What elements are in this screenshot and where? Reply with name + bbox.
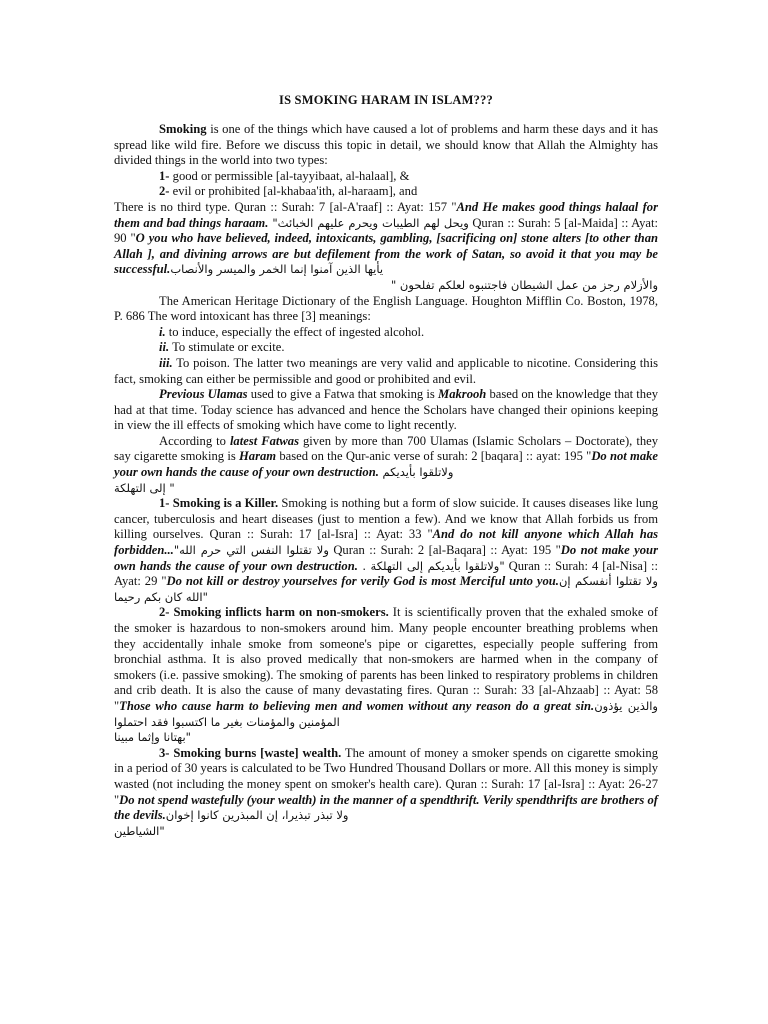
arabic-verse-line: بهتانا وإثما مبينا" <box>114 730 191 745</box>
intro-text: is one of the things which have caused a lot of problems and harm these days and it has spread like wild fire. Before we discuss this topic in detail, we should know that Allah the Almighty has divided things in the world into two types: <box>114 122 658 168</box>
type-item: 2- evil or prohibited [al-khabaa'ith, al-haraam], and <box>159 184 418 199</box>
point-killer-paragraph: 1- Smoking is a Killer. Smoking is nothing but a form of slow suicide. It causes diseases like lung cancer, tuberculosis and heart diseases (just to mention a few). And we know that Allah forbids us from killing ourselves. Quran :: Surah: 17 [al-Isra] :: Ayat: 33 "And do not kill anyone which Allah has forbidden..."ولا تقتلوا النفس التي حرم الله Quran :: Surah: 2 [al-Baqara] :: Ayat: 195 "Do not make your own hands the cause of your own destruction. . ولاتلقوا بأيديكم إلى التهلكة" Quran :: Surah: 4 [al-Nisa] :: Ayat: 29 "Do not kill or destroy yourselves for verily God is most Merciful unto you.ولا تقتلوا أنفسكم إن الله كان بكم رحيما" <box>114 496 659 604</box>
intro-paragraph <box>114 122 658 169</box>
ulamas-paragraph: Previous Ulamas used to give a Fatwa that smoking is Makrooh based on the knowledge that they had at that time. Today science has advanced and hence the Scholars have changed their opinions keeping in view the ill effects of smoking which have come to light recently. <box>114 387 658 433</box>
third-type-paragraph: There is no third type. Quran :: Surah: 7 [al-A'raaf] :: Ayat: 157 "And He makes good things halaal for them and bad things haraam. "ويحل لهم الطيبات ويحرم عليهم الخبائث Quran :: Surah: 5 [al-Maida] :: Ayat: 90 "O you who have believed, indeed, intoxicants, gambling, [sacrificing on] stone alters [to other than Allah ], and divining arrows are but defilement from the work of Satan, so avoid it that you may be successful.يأيها الذين آمنوا إنما الخمر والميسر والأنصاب <box>114 199 658 277</box>
type-item: 1- good or permissible [al-tayyibaat, al-halaal], & <box>159 168 410 183</box>
point-wealth-paragraph: 3- Smoking burns [waste] wealth. The amount of money a smoker spends on cigarette smoking in a period of 30 years is calculated to be Two Hundred Thousand Dollars or more. All this money is simply wasted (not including the money spent on smoker's health care). Quran :: Surah: 17 [al-Isra] :: Ayat: 26-27 "Do not spend wastefully (your wealth) in the manner of a spendthrift. Verily spendthrifts are brothers of the devils.ولا تبذر تبذيرا، إن المبذرين كانوا إخوان <box>114 745 658 823</box>
meaning-item: iii. To poison. The latter two meanings are very valid and applicable to nicotine. Considering this fact, smoking can either be permissible and good or prohibited and evil. <box>114 355 658 386</box>
page-title: IS SMOKING HARAM IN ISLAM??? <box>279 93 493 107</box>
meaning-item: ii. To stimulate or excite. <box>159 340 285 355</box>
fatwas-paragraph: According to latest Fatwas given by more than 700 Ulamas (Islamic Scholars – Doctorate), they say cigarette smoking is Haram based on the Qur-anic verse of surah: 2 [baqara] :: ayat: 195 "Do not make your own hands the cause of your own destruction. ولاتلقوا بأيديكم <box>114 433 659 480</box>
intro-lead: Smoking <box>159 122 207 136</box>
point-nonsmokers-paragraph: 2- Smoking inflicts harm on non-smokers. It is scientifically proven that the exhaled smoke of the smoker is hazardous to non-smokers around him. Many people encounter breathing problems when they accidentally inhale smoke from someone's pipe or cigarettes, especially people suffering from bronchial asthma. It is also proved medically that non-smokers are harmed when in the company of smokers (i.e. passive smoking). The smoking of parents has been linked to respiratory problems in children and crib death. It is also the cause of many devastating fires. Quran :: Surah: 33 [al-Ahzaab] :: Ayat: 58 "Those who cause harm to believing men and women without any reason do a great sin.والذين يؤذون المؤمنين والمؤمنات بغير ما اكتسبوا فقد احتملوا <box>114 605 659 729</box>
dictionary-paragraph: The American Heritage Dictionary of the English Language. Houghton Mifflin Co. Boston, 1978, P. 686 The word intoxicant has three [3] meanings: <box>114 293 658 324</box>
arabic-verse-line: والأزلام رجز من عمل الشيطان فاجتنبوه لعلكم تفلحون " <box>390 277 658 292</box>
arabic-verse-line: الشياطين" <box>114 823 165 838</box>
meaning-item: i. to induce, especially the effect of ingested alcohol. <box>159 324 425 339</box>
arabic-verse-line: إلى التهلكة " <box>114 480 175 495</box>
